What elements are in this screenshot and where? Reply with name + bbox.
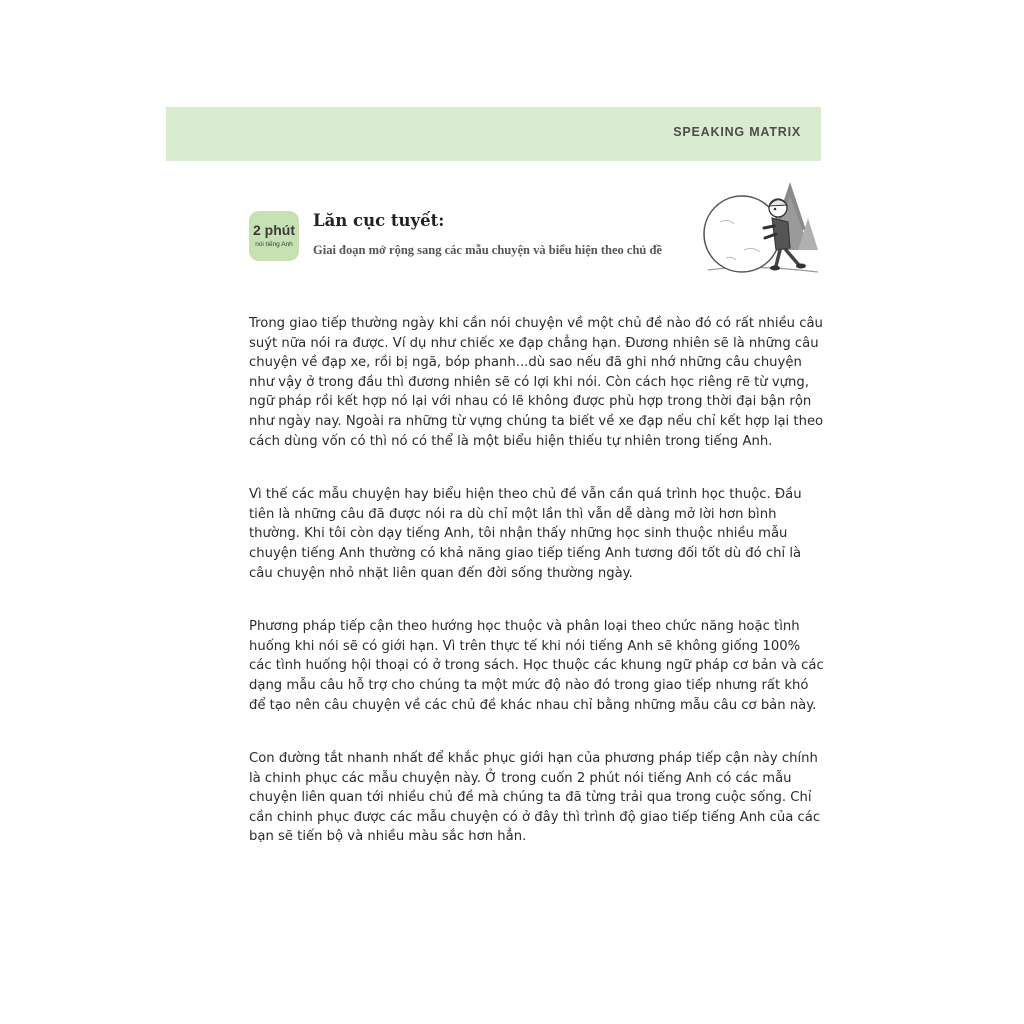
badge-top: 2 phút — [253, 222, 295, 239]
paragraph-4: Con đường tắt nhanh nhất để khắc phục giới hạn của phương pháp tiếp cận này chính là chinh phục các mẫu chuyện này. Ở trong cuốn 2 phút nói tiếng Anh có các mẫu chuyện liên quan tới nhiều chủ đề mà chúng ta đã từng trải qua trong cuộc sống. Chỉ cần chinh phục được các mẫu chuyện có ở đây thì trình độ giao tiếp tiếng Anh của các bạn sẽ tiến bộ và nhiều màu sắc hơn hẳn. — [249, 751, 821, 845]
paragraph-3: Phương pháp tiếp cận theo hướng học thuộc và phân loại theo chức năng hoặc tình huống khi nói sẽ có giới hạn. Vì trên thực tế khi nói tiếng Anh sẽ không giống 100% các tình huống hội thoại có ở trong sách. Học thuộc các khung ngữ pháp cơ bản và các dạng mẫu câu hỗ trợ cho chúng ta một mức độ nào đó trong giao tiếp nhưng rất khó để tạo nên câu chuyện về các chủ đề khác nhau chỉ bằng những mẫu câu cơ bản này. — [249, 619, 824, 713]
paragraph-2: Vì thế các mẫu chuyện hay biểu hiện theo chủ đề vẫn cần quá trình học thuộc. Đầu tiên là những câu đã được nói ra dù chỉ một lần thì vẫn dễ dàng mở lời hơn bình thường. Khi tôi còn dạy tiếng Anh, tôi nhận thấy những học sinh thuộc nhiều mẫu chuyện tiếng Anh thường có khả năng giao tiếp tiếng Anh tương đối tốt dù đó chỉ là câu chuyện nhỏ nhặt liên quan đến đời sống thường ngày. — [249, 487, 802, 581]
section-title: Lăn cục tuyết: — [313, 211, 445, 230]
header-label: SPEAKING MATRIX — [673, 125, 801, 139]
snowball-rolling-boy-icon — [690, 178, 820, 282]
paragraph-1: Trong giao tiếp thường ngày khi cần nói chuyện về một chủ đề nào đó có rất nhiều câu suýt nữa nói ra được. Ví dụ như chiếc xe đạp chẳng hạn. Đương nhiên sẽ là những câu chuyện về đạp xe, rồi bị ngã, bóp phanh...dù sao nếu đã ghi nhớ những câu chuyện như vậy ở trong đầu thì đương nhiên sẽ có lợi khi nói. Còn cách học riêng rẽ từ vựng, ngữ pháp rồi kết hợp nó lại với nhau có lẽ không được phù hợp trong thời đại bận rộn như ngày nay. Ngoài ra những từ vựng chúng ta biết về xe đạp nếu chỉ kết hợp lại theo cách dùng vốn có thì nó có thể là một biểu hiện thiếu tự nhiên trong tiếng Anh. — [249, 316, 824, 449]
badge — [249, 211, 299, 261]
badge-bottom: nói tiếng Anh — [255, 241, 293, 249]
section-subtitle: Giai đoạn mở rộng sang các mẫu chuyện và biểu hiện theo chủ đề — [313, 243, 662, 257]
header-band — [166, 107, 821, 161]
body-text — [249, 314, 824, 881]
